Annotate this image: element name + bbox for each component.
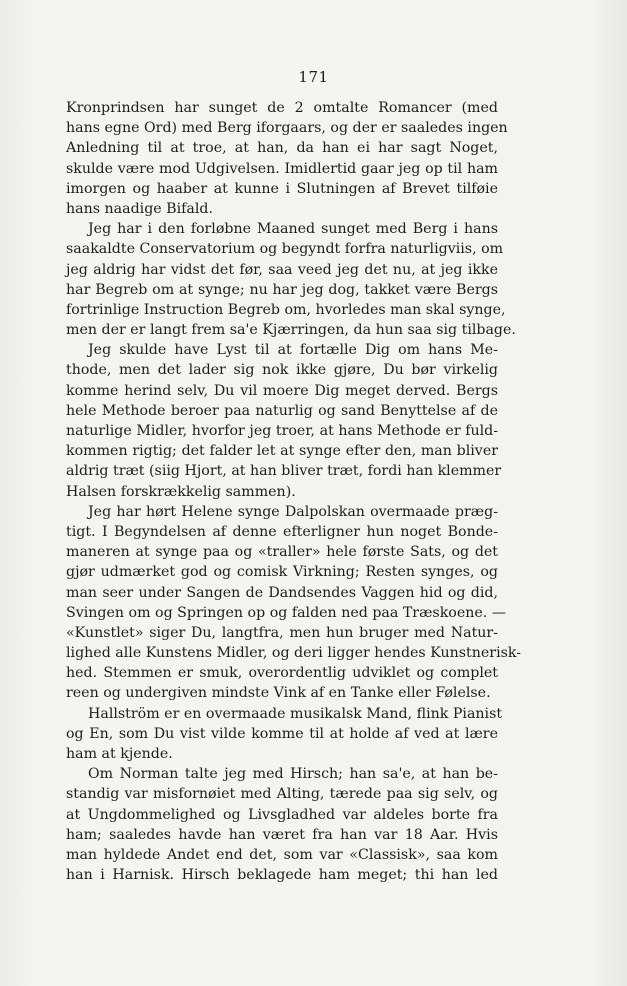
text-line: hans naadige Bifald.	[66, 200, 213, 217]
text-line: «Kunstlet» siger Du, langtfra, men hun bruger med Natur-	[66, 624, 498, 641]
text-line: hed. Stemmen er smuk, overordentlig udviklet og complet	[66, 665, 498, 682]
text-line: tigt. I Begyndelsen af denne efterligner hun noget Bonde-	[66, 523, 498, 540]
text-line: ham; saaledes havde han været fra han var 18 Aar. Hvis	[66, 826, 498, 843]
text-line: Kronprindsen har sunget de 2 omtalte Romancer (med	[66, 100, 498, 116]
text-line: Svingen om og Springen op og falden ned paa Træskoene. —	[66, 604, 506, 621]
text-line: Jeg har hørt Helene synge Dalpolskan overmaade præg-	[88, 503, 498, 520]
page-number: 171	[298, 68, 329, 86]
text-line: Hallström er en overmaade musikalsk Mand, flink Pianist	[88, 705, 503, 722]
text-line: gjør udmærket god og comisk Virkning; Resten synges, og	[66, 564, 498, 581]
text-line: kommen rigtig; det falder let at synge efter den, man bliver	[66, 443, 498, 460]
text-line: ham at kjende.	[66, 746, 173, 762]
text-line: lighed alle Kunstens Midler, og deri ligger hendes Kunstnerisk-	[66, 645, 522, 662]
text-line: fortrinlige Instruction Begreb om, hvorledes man skal synge,	[66, 301, 506, 318]
text-line: jeg aldrig har vidst det før, saa veed jeg det nu, at jeg ikke	[66, 261, 498, 278]
text-line: reen og undergiven mindste Vink af en Tanke eller Følelse.	[66, 685, 491, 702]
text-line: og En, som Du vist vilde komme til at holde af ved at lære	[66, 725, 498, 742]
text-line: Jeg skulde have Lyst til at fortælle Dig om hans Me-	[88, 342, 498, 359]
text-line: Om Norman talte jeg med Hirsch; han sa'e, at han be-	[88, 766, 498, 783]
text-line: har Begreb om at synge; nu har jeg dog, takket være Bergs	[66, 281, 498, 298]
text-line: hans egne Ord) med Berg iforgaars, og der er saaledes ingen	[66, 120, 508, 137]
text-line: thode, men det lader sig nok ikke gjøre, Du bør virkelig	[66, 362, 498, 379]
text-line: skulde være mod Udgivelsen. Imidlertid gaar jeg op til ham	[66, 160, 498, 177]
text-line: hele Methode beroer paa naturlig og sand Benyttelse af de	[66, 402, 498, 419]
text-line: Halsen forskrækkelig sammen).	[66, 483, 296, 500]
text-line: Jeg har i den forløbne Maaned sunget med Berg i hans	[88, 221, 498, 238]
text-line: han i Harnisk. Hirsch beklagede ham meget; thi han led	[66, 867, 498, 884]
text-line: man hyldede Andet end det, som var «Classisk», saa kom	[66, 846, 498, 863]
text-line: naturlige Midler, hvorfor jeg troer, at hans Methode er fuld-	[66, 423, 498, 439]
body-text	[66, 98, 522, 885]
text-line: imorgen og haaber at kunne i Slutningen af Brevet tilføie	[66, 180, 498, 197]
text-line: maneren at synge paa og «traller» hele første Sats, og det	[66, 544, 498, 561]
text-line: man seer under Sangen de Dandsendes Vaggen hid og did,	[66, 584, 498, 601]
text-line: Anledning til at troe, at han, da han ei har sagt Noget,	[66, 140, 498, 157]
text-line: standig var misfornøiet med Alting, tærede paa sig selv, og	[66, 786, 498, 803]
text-line: aldrig træt (siig Hjort, at han bliver træt, fordi han klemmer	[66, 463, 502, 480]
text-line: at Ungdommelighed og Livsgladhed var aldeles borte fra	[66, 806, 498, 823]
text-line: saakaldte Conservatorium og begyndt forfra naturligviis, om	[66, 241, 504, 258]
text-line: komme herind selv, Du vil moere Dig meget derved. Bergs	[66, 382, 498, 399]
text-line: men der er langt frem sa'e Kjærringen, da hun saa sig tilbage.	[66, 322, 516, 339]
